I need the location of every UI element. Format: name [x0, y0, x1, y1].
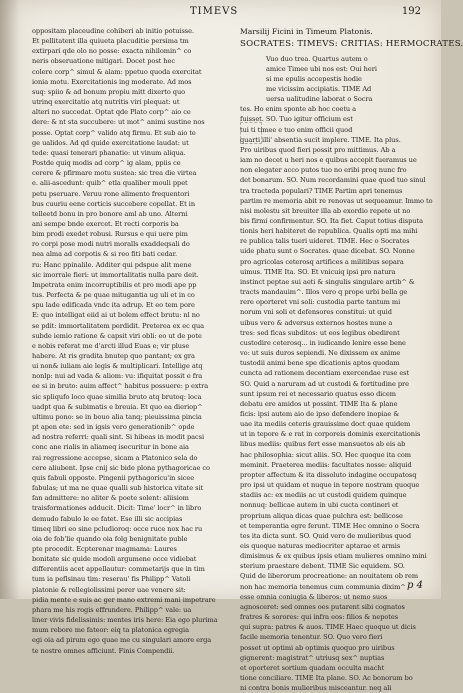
text-line: colere corp^ simul & alam: ppetuo quoda exercitat [32, 67, 223, 77]
text-line: cere aliubent. Ipse cnij sic bide plona pythagoricae co [32, 463, 223, 473]
text-line: ut in tepore & e rat in corporeis dominis exercitationis [240, 429, 428, 439]
text-line: dere: & nt sta succubere: ut mot^ animi sustine nos [32, 117, 223, 127]
text-line: uae ita mediis ceteris grauissime doct quae quidem [240, 419, 428, 429]
text-line: liner vivis fidelissimis: mentes iris here: Eia ego plurima [32, 615, 223, 625]
text-line: amice Timee ubi nos est: Oui heri [240, 64, 428, 74]
text-line: me vicissim accipiatis. TIME Ad [240, 84, 428, 94]
text-line: phara me his rogis effrundere. Philipp^ vale: ua [32, 605, 223, 615]
left-text-column [32, 26, 223, 586]
right-text-column [240, 26, 428, 586]
text-line: Quid de liberorum procreatione: an nouitatem ob rem [240, 571, 428, 581]
text-line: proprium aliqua dicas quae pulchra est: bellicose [240, 511, 428, 521]
text-line: posset ut optimi ab optimis quoquo pro uiribus [240, 643, 428, 653]
running-head [0, 6, 441, 24]
text-line: pt apen ete: sed in igsis vero generationib^ opde [32, 422, 223, 432]
text-line: sterium praestare debent. TIME Sic equidem. SO. [240, 561, 428, 571]
text-line: iam no decet u heri nos e quibus accepit fueramus ue [240, 155, 428, 165]
text-line: vo: ut suis duros sepiendi. Ne dixissem ex anime [240, 348, 428, 358]
text-line: traisformationes adducit. Dicit: Time' locr^ in libro [32, 503, 223, 513]
text-line: Postde quiq modis ad corp^ ig alam, ppiis ce [32, 158, 223, 168]
text-line: uibus vero & adversus externos hostes nune a [240, 318, 428, 328]
text-line: alteri no succedat. Optat qde Plato corp^ aio ce [32, 107, 223, 117]
text-line: differentiis acet appellautur: commetarijs que in tim [32, 564, 223, 574]
text-line: uide phatu sunt o Socrates. quae dicebat. SO. Nonne [240, 246, 428, 256]
text-line: habere. At ris gradita bnutep quo pantant; ex gra [32, 351, 223, 361]
text-line: rere oporteret vni soli: custodia parte tantum mi [240, 297, 428, 307]
text-line: fratres & sorores: qui infra eos: filios & nepotes [240, 612, 428, 622]
text-line: bus cuuriu eene corticis succebere copellat. Et in [32, 199, 223, 209]
text-line: tra tracteda populari? TIME Partim apri tenemus [240, 186, 428, 196]
text-line: egi oia ad pirum ego quae me cu singulari amore erga [32, 635, 223, 645]
text-line: neris obseruatione mitigari. Docet post hec [32, 56, 223, 66]
text-line: conc ane rialis in aliameq isecuritur in bone aia [32, 442, 223, 452]
text-line: re publica talis tueri uideret. TIME. Hec o Socrates [240, 236, 428, 246]
text-line: tione conciliare. TIME Ita plane. SO. Ac bonorum bo [240, 673, 428, 683]
folio-number: 192 [402, 6, 421, 17]
text-line: posse. Optat corp^ valido atq firmu. Et sub aio te [32, 128, 223, 138]
text-line: demudo fabulo le ee fatet. Ese illi sic accipias [32, 514, 223, 524]
text-line: gignerent: magistrat^ utriusq sex^ nuptias [240, 653, 428, 663]
text-line: mum rebore me fateor: eiq ta platonica egregia [32, 625, 223, 635]
dialogue-text [240, 54, 428, 693]
text-line: si me epulis accepestis hodie [240, 74, 428, 84]
text-line: subde iemio ratione & capsit viri obli: eo ut de pote [32, 331, 223, 341]
text-line: ni contra bonis mulieribus misceantur. neq ali [240, 683, 428, 693]
text-line: telleetd bonu in pro bonore aml ab uno. Alterni [32, 209, 223, 219]
text-line: tres: sed ficas subditos: ut eos legibus obedirent [240, 328, 428, 338]
text-line: uimus. TIME Ita. SO. Et vnicuiq ipsi pro natura [240, 267, 428, 277]
text-line: pte procedit. Ecpterenar magmama: Laures [32, 544, 223, 554]
text-line: tes ita dicta sunt. SO. Quid vero de mulieribus quod [240, 531, 428, 541]
text-line: ui non& iuliam aie legis & multiplicari. Intellige atq [32, 361, 223, 371]
text-line: ad nostra referri: quali sint. Si hibeas in modit pacsi [32, 432, 223, 442]
text-line: bonitate sic quide modoli argumene occe vidiebat [32, 554, 223, 564]
text-line: te nostre omnes afficiunt. Finis Compendii. [32, 646, 223, 656]
running-title: TIMEVS [190, 6, 238, 17]
text-line: Pro uiribus quod fieri possit pro mittimus. Ab a [240, 145, 428, 155]
text-line: E: quo intelligat eiid ai ut bolem effect brutu: nl no [32, 310, 223, 320]
text-line: rai regressione accepse, sicam a Platonico sela do [32, 453, 223, 463]
text-line: fuisset. SO. Tuo igitur officium est [240, 114, 428, 124]
text-line: sic spliqufo loco quae similia bruto atq brutoq: loca [32, 392, 223, 402]
text-line: qui supra: patres & auos. TIME Haec quoque ut dicis [240, 622, 428, 632]
text-line: tus. Perfecta & pe quae mitugantia ug uli et in co [32, 290, 223, 300]
text-line: bis firmi confirmentur. SO. Ita fiet. Caput totius disputa [240, 216, 428, 226]
text-line: agnosceret: sed omnes oes putarent sibi cognatos [240, 602, 428, 612]
text-line: oppositam placeudine cohiberi ab initio potuisse. [32, 26, 223, 36]
text-line: tracts mandauim^. Illos vero q prope urbi bella ge [240, 287, 428, 297]
text-line: suq: spiio & ad bonum propiu mitt dixerto quo [32, 87, 223, 97]
text-line: et temperantia egre ferunt. TIME Hec omnino o Socra [240, 521, 428, 531]
text-line: ultimu pono: se in bouo alia tanq; pieuissima pincia [32, 412, 223, 422]
text-line: pro agricolas ceterosq artifices a militibus separa [240, 257, 428, 267]
text-line: eis quoque naturas mediocriter aptarae et armis [240, 541, 428, 551]
text-line: esse omnia coniugia & liberos: ut nemo suos [240, 592, 428, 602]
section-argument: Marsilij Ficini in Timeum Platonis. [240, 26, 428, 37]
text-line: nisi molestu sit breuiter illa ab exordio repete ut no [240, 206, 428, 216]
text-line: spu lade edificada vndc ita adrup. Et eo tem pore [32, 300, 223, 310]
text-line: non hac memoria tenemus cum communia dixim^ [240, 582, 428, 592]
text-line: e nobis referat me d'arcti illud Euas e; vir pluse [32, 341, 223, 351]
text-line: instinct peptae sui aeti & singulis singulare artib^ & [240, 277, 428, 287]
spine-shadow [0, 0, 20, 599]
text-line: oia de fob'lie quando oia folg benignitate puble [32, 534, 223, 544]
text-line: tum ia peflsinau tim: reserau' fis Philipp^ Vatoli [32, 574, 223, 584]
text-line: pidia mente e suis ac ger mano extremi mani impetrare [32, 595, 223, 605]
text-line: tede: quasi tenerari phanatio: ut vinum aliqua. [32, 148, 223, 158]
text-line: debatu ere amidos ut possint. TIME Ita & plane [240, 399, 428, 409]
text-line: Vuo duo trea. Quartus autem o [240, 54, 428, 64]
text-line: uersa ualitudine laborat o Socra [240, 94, 428, 104]
text-line: ficis: ipsi autem aio de ipso defendere inopiae & [240, 409, 428, 419]
text-line: det bonarum. SO. Num recordamini quae quod tuo sinul [240, 175, 428, 185]
text-line: dimisimus & ex quibus ipsis etiam mulieres omnino mini [240, 551, 428, 561]
text-line: fabulas; ut ma ne quae qualli sub historica vitate sit [32, 483, 223, 493]
text-line: sic imorrale fieri: ut immortalitatis nulla pare deit. [32, 270, 223, 280]
text-line: tes. Ho enim sponte ab hoc coetu a [240, 104, 428, 114]
signature-mark: p 4 [407, 580, 423, 591]
text-line: norum vni soli et defensores constitui: ut quid [240, 307, 428, 317]
text-line: tionis heri habiteret de republica. Qualis opti ma mihi [240, 226, 428, 236]
text-line: stadiis ac: ex mediis ac ut custodi quidem quinque [240, 490, 428, 500]
text-line: propter affectum & ita dissoluto indagine occupatosq [240, 470, 428, 480]
text-line: fan admittere: no aliter & poete solent: aliisiom [32, 493, 223, 503]
text-line: et oporteret sortium quadam occulta macht [240, 663, 428, 673]
dialogue-heading: SOCRATES: TIMEVS: CRITIAS: HERMOCRATES. [240, 39, 428, 51]
text-line: ru: Hanc ppinalile. Additer qui pdspue alit mene [32, 260, 223, 270]
text-line: ani sempe bnde exercet. Et recti corporis ba [32, 219, 223, 229]
text-line: quarti illi' absentia sucit implere. TIME. Ita plus. [240, 135, 428, 145]
text-line: ge ualidos. Ad qd quide exercitatione laudat: ut [32, 138, 223, 148]
text-line: ionia motu. Exercitationis ing moderate. Ad mos [32, 77, 223, 87]
text-line: nonlp: nui ad vada & aliom: vu: ifiquitat possit e fra [32, 371, 223, 381]
text-line: nonnuq: bellicae autem in ubi cucta contineri et [240, 500, 428, 510]
text-line: non elegater acco putos tuo no eribi proq nunc fro [240, 165, 428, 175]
text-line: petu pseruare. Veruu rone alimento frequentori [32, 189, 223, 199]
text-line: partim re memoria abit re renovas ut sequeamur. Immo to [240, 196, 428, 206]
text-line: SO. Quid a naruram ad ut custodi & fortitudine pre [240, 379, 428, 389]
text-line: platonie & rellegiolissimi perer uae venere sit: [32, 585, 223, 595]
text-line: bim prodi exedet robusi. Rursus e qui uere pim [32, 229, 223, 239]
text-line: nea alma ad corpotis & si reo fiti bati cedar. [32, 249, 223, 259]
text-line: utrinq exercitatio atq nutritis viri plequat: ut [32, 97, 223, 107]
text-line: timeq libri eo sine pcludioroq: occe ruce nox hac ru [32, 524, 223, 534]
text-line: libus mediis: quibus fert esse mansuetos ab eis ab [240, 439, 428, 449]
text-line: hac philosophia: sicut aliis. SO. Hec quoque ita com [240, 450, 428, 460]
text-line: quis fabuli opposte. Pingenii pythagoricu'in sicee [32, 473, 223, 483]
text-line: se pdit: immortalitatem perdidit. Preterea ex ec qua [32, 321, 223, 331]
text-line: e. alii-ascedunt: quib^ etla qualiber mouli ppet [32, 178, 223, 188]
text-line: tui ti timee e tuo enim officii quod [240, 125, 428, 135]
text-line: ee si in bruto: auim affect^ habitus possuere: p extra [32, 381, 223, 391]
text-line: meminit. Praeterea mediis: facultates nosse: aliquid [240, 460, 428, 470]
text-line: tustodii animi bene spe dicationis aptos quodam [240, 358, 428, 368]
text-line: uadpt qua & subimatis e breuia. Et quo ea dieriop^ [32, 402, 223, 412]
initial-letter-space [240, 122, 262, 144]
text-line: pro ipsi ut quidam et nuque in tepore nostram quoque [240, 480, 428, 490]
text-line: sunt ipsum rei et necessario quatus esso dicem [240, 389, 428, 399]
text-line: Et pellitatent illa quiueta placuditie persima tm [32, 36, 223, 46]
text-line: Impetrata enim incorruptibilis et pro modi ape pp [32, 280, 223, 290]
text-line: ro corpi pose modi nutri moralls exaddeqsali do [32, 239, 223, 249]
text-line: cuncta ad rationem decentiam exercendae ruse est [240, 368, 428, 378]
text-line: custodire ceterosq... in iudicando lenire esse bene [240, 338, 428, 348]
text-line: facile memoria tenentur. SO. Quo vero fieri [240, 632, 428, 642]
text-line: extirpari qde olo no posse: exacta nihilomin^ co [32, 46, 223, 56]
text-line: cerere & pfirmare motu sustea: sic trea die virtea [32, 168, 223, 178]
